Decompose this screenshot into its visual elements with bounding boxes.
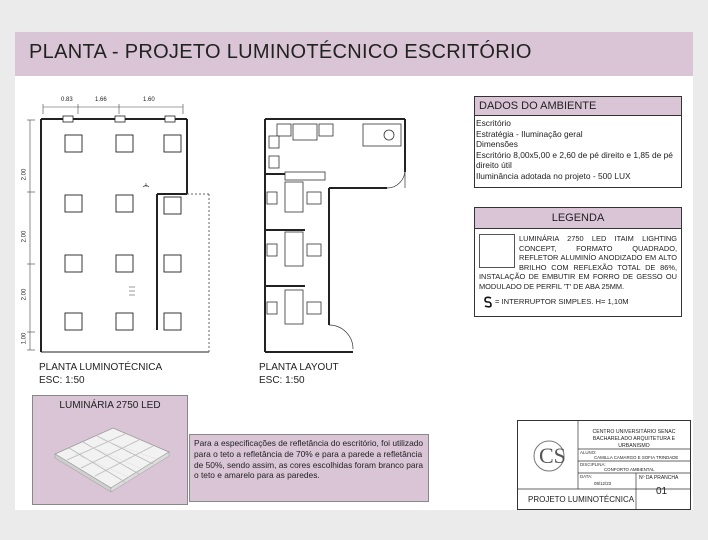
switch-legend-text: = INTERRUPTOR SIMPLES. H= 1,10M: [495, 297, 629, 306]
legenda-item-text: LUMINÁRIA 2750 LED ITAIM LIGHTING CONCEPT, FORMATO QUADRADO, REFLETOR ALUMINÍO ANODIZADO EM ALTO BRILHO COM REFLEXÃO TOTAL DE 86%, INSTALAÇÃO DE EMBUTIR EM FORRO DE GESSO OU MODULADO DE PERFIL 'T' DE ABA 25MM.: [479, 234, 677, 291]
plan-lum-scale: ESC: 1:50: [39, 375, 85, 386]
dim-top-1: 0.83: [61, 97, 73, 103]
title-block: [517, 420, 691, 510]
refletancia-note: [189, 434, 429, 502]
logo-letters: CS: [539, 443, 566, 468]
aluno-label: ALUNO:: [580, 450, 597, 455]
luminaria-image: [49, 418, 173, 498]
page-title: PLANTA - PROJETO LUMINOTÉCNICO ESCRITÓRIO: [29, 41, 532, 63]
plan-luminotecnica: [15, 32, 215, 372]
drawing-sheet: [15, 32, 693, 510]
dim-left-3: 2.00: [21, 288, 28, 301]
dim-top-2: 1.66: [95, 97, 107, 103]
plan-lum-caption: PLANTA LUMINOTÉCNICA: [39, 362, 163, 373]
disciplina-label: DISCIPLINA:: [580, 462, 606, 467]
dados-line: Escritório: [476, 118, 511, 128]
plan-layout-caption: PLANTA LAYOUT: [259, 362, 339, 373]
plan-layout-scale: ESC: 1:50: [259, 375, 305, 386]
dim-top-3: 1.60: [143, 97, 155, 103]
refletancia-note-text: Para a especificações de refletância do escritório, foi utilizado para o teto a refletância de 70% e para a parede a refletância de 50%, sendo assim, as cores escolhidas foram branco para o teto e amarelo para as paredes.: [194, 438, 424, 481]
cs-logo-icon: [532, 429, 566, 483]
legenda-header: LEGENDA: [475, 208, 681, 229]
dados-ambiente-box: [474, 96, 682, 188]
dados-body: [475, 116, 681, 182]
data-label: DATA:: [580, 474, 593, 479]
dados-line: Iluminância adotada no projeto - 500 LUX: [476, 170, 631, 181]
dim-left-4: 1.00: [21, 332, 28, 345]
prancha-number: 01: [656, 486, 668, 497]
dim-left-2: 2.00: [21, 230, 28, 243]
data-value: 08/12/23: [594, 481, 612, 486]
project-name: PROJETO LUMINOTÉCNICA: [528, 495, 635, 504]
disciplina-value: CONFORTO AMBIENTAL: [604, 467, 655, 472]
legenda-box: [474, 207, 682, 317]
prancha-label: Nº DA PRANCHA: [639, 475, 679, 481]
dados-line: Escritório 8,00x5,00 e 2,60 de pé direito e 1,85 de pé direito útil: [476, 149, 673, 171]
dados-header: DADOS DO AMBIENTE: [475, 97, 681, 116]
aluno-value: CAMILLA CAMARGO E SOFIA TRINDADE: [594, 455, 679, 460]
luminaria-title: LUMINÁRIA 2750 LED: [59, 400, 161, 411]
dim-left-1: 2.00: [21, 168, 28, 181]
legenda-description: [479, 234, 677, 292]
luminaria-box: [32, 395, 188, 505]
switch-icon: [483, 296, 493, 308]
plan-layout: [255, 32, 425, 362]
dados-line: Estratégia - Iluminação geral: [476, 128, 583, 139]
dados-line: Dimensões: [476, 139, 518, 150]
institution: CENTRO UNIVERSITÁRIO SENAC BACHARELADO ARQUITETURA E URBANISMO: [592, 429, 676, 449]
